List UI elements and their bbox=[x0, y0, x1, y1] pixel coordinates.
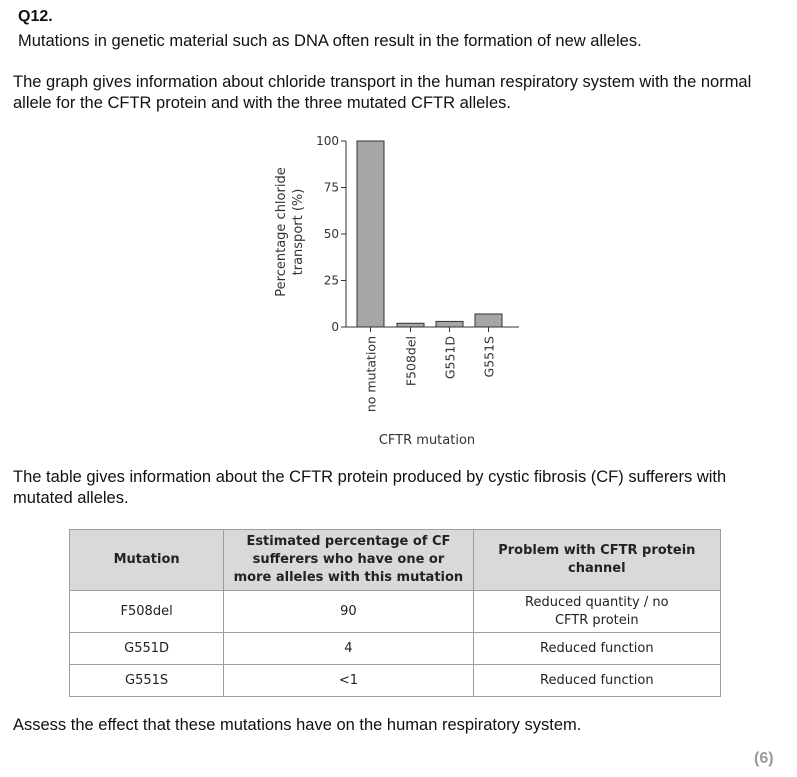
table-header-percentage: Estimated percentage of CF sufferers who have one or more alleles with this mutation bbox=[224, 530, 473, 591]
cell-percentage: <1 bbox=[224, 665, 473, 697]
bar-g551d bbox=[436, 321, 463, 327]
table-row bbox=[70, 591, 721, 633]
question-number: Q12. bbox=[18, 8, 53, 25]
bar-g551s bbox=[475, 314, 502, 327]
table-row bbox=[70, 665, 721, 697]
x-tick-label: G551D bbox=[442, 336, 458, 380]
cell-problem: Reduced function bbox=[473, 633, 720, 665]
x-tick-label: G551S bbox=[481, 336, 497, 378]
cell-mutation: F508del bbox=[70, 591, 224, 633]
task-text: Assess the effect that these mutations have on the human respiratory system. bbox=[13, 716, 582, 734]
y-axis-label-line1: Percentage chloride bbox=[274, 167, 289, 297]
cell-percentage: 90 bbox=[224, 591, 473, 633]
cell-mutation: G551D bbox=[70, 633, 224, 665]
mutation-table bbox=[69, 529, 721, 697]
table-header-mutation: Mutation bbox=[70, 530, 224, 591]
y-tick-label: 25 bbox=[323, 273, 339, 288]
cell-mutation: G551S bbox=[70, 665, 224, 697]
table-header-problem: Problem with CFTR protein channel bbox=[473, 530, 720, 591]
y-tick-label: 0 bbox=[331, 320, 339, 334]
bar-no-mutation bbox=[357, 141, 384, 327]
cell-percentage: 4 bbox=[224, 633, 473, 665]
marks-label: (6) bbox=[754, 750, 774, 767]
x-tick-label: F508del bbox=[403, 336, 419, 387]
x-tick-label: no mutation bbox=[363, 336, 379, 413]
table-row bbox=[70, 633, 721, 665]
bar-f508del bbox=[397, 323, 424, 327]
y-tick-label: 75 bbox=[323, 180, 339, 195]
y-tick-label: 50 bbox=[323, 227, 339, 241]
y-tick-label: 100 bbox=[316, 134, 339, 148]
y-axis-label-line2: transport (%) bbox=[291, 188, 306, 276]
table-intro-text: The table gives information about the CFTR protein produced by cystic fibrosis (CF) sufferers with mutated alleles. bbox=[13, 468, 727, 507]
cell-problem: Reduced function bbox=[473, 665, 720, 697]
cell-problem: Reduced quantity / no CFTR protein bbox=[473, 591, 720, 633]
graph-intro-text: The graph gives information about chloride transport in the human respiratory system with the normal allele for the CFTR protein and with the three mutated CFTR alleles. bbox=[13, 73, 752, 112]
x-axis-label: CFTR mutation bbox=[378, 433, 476, 448]
question-intro: Mutations in genetic material such as DNA often result in the formation of new alleles. bbox=[18, 32, 642, 50]
